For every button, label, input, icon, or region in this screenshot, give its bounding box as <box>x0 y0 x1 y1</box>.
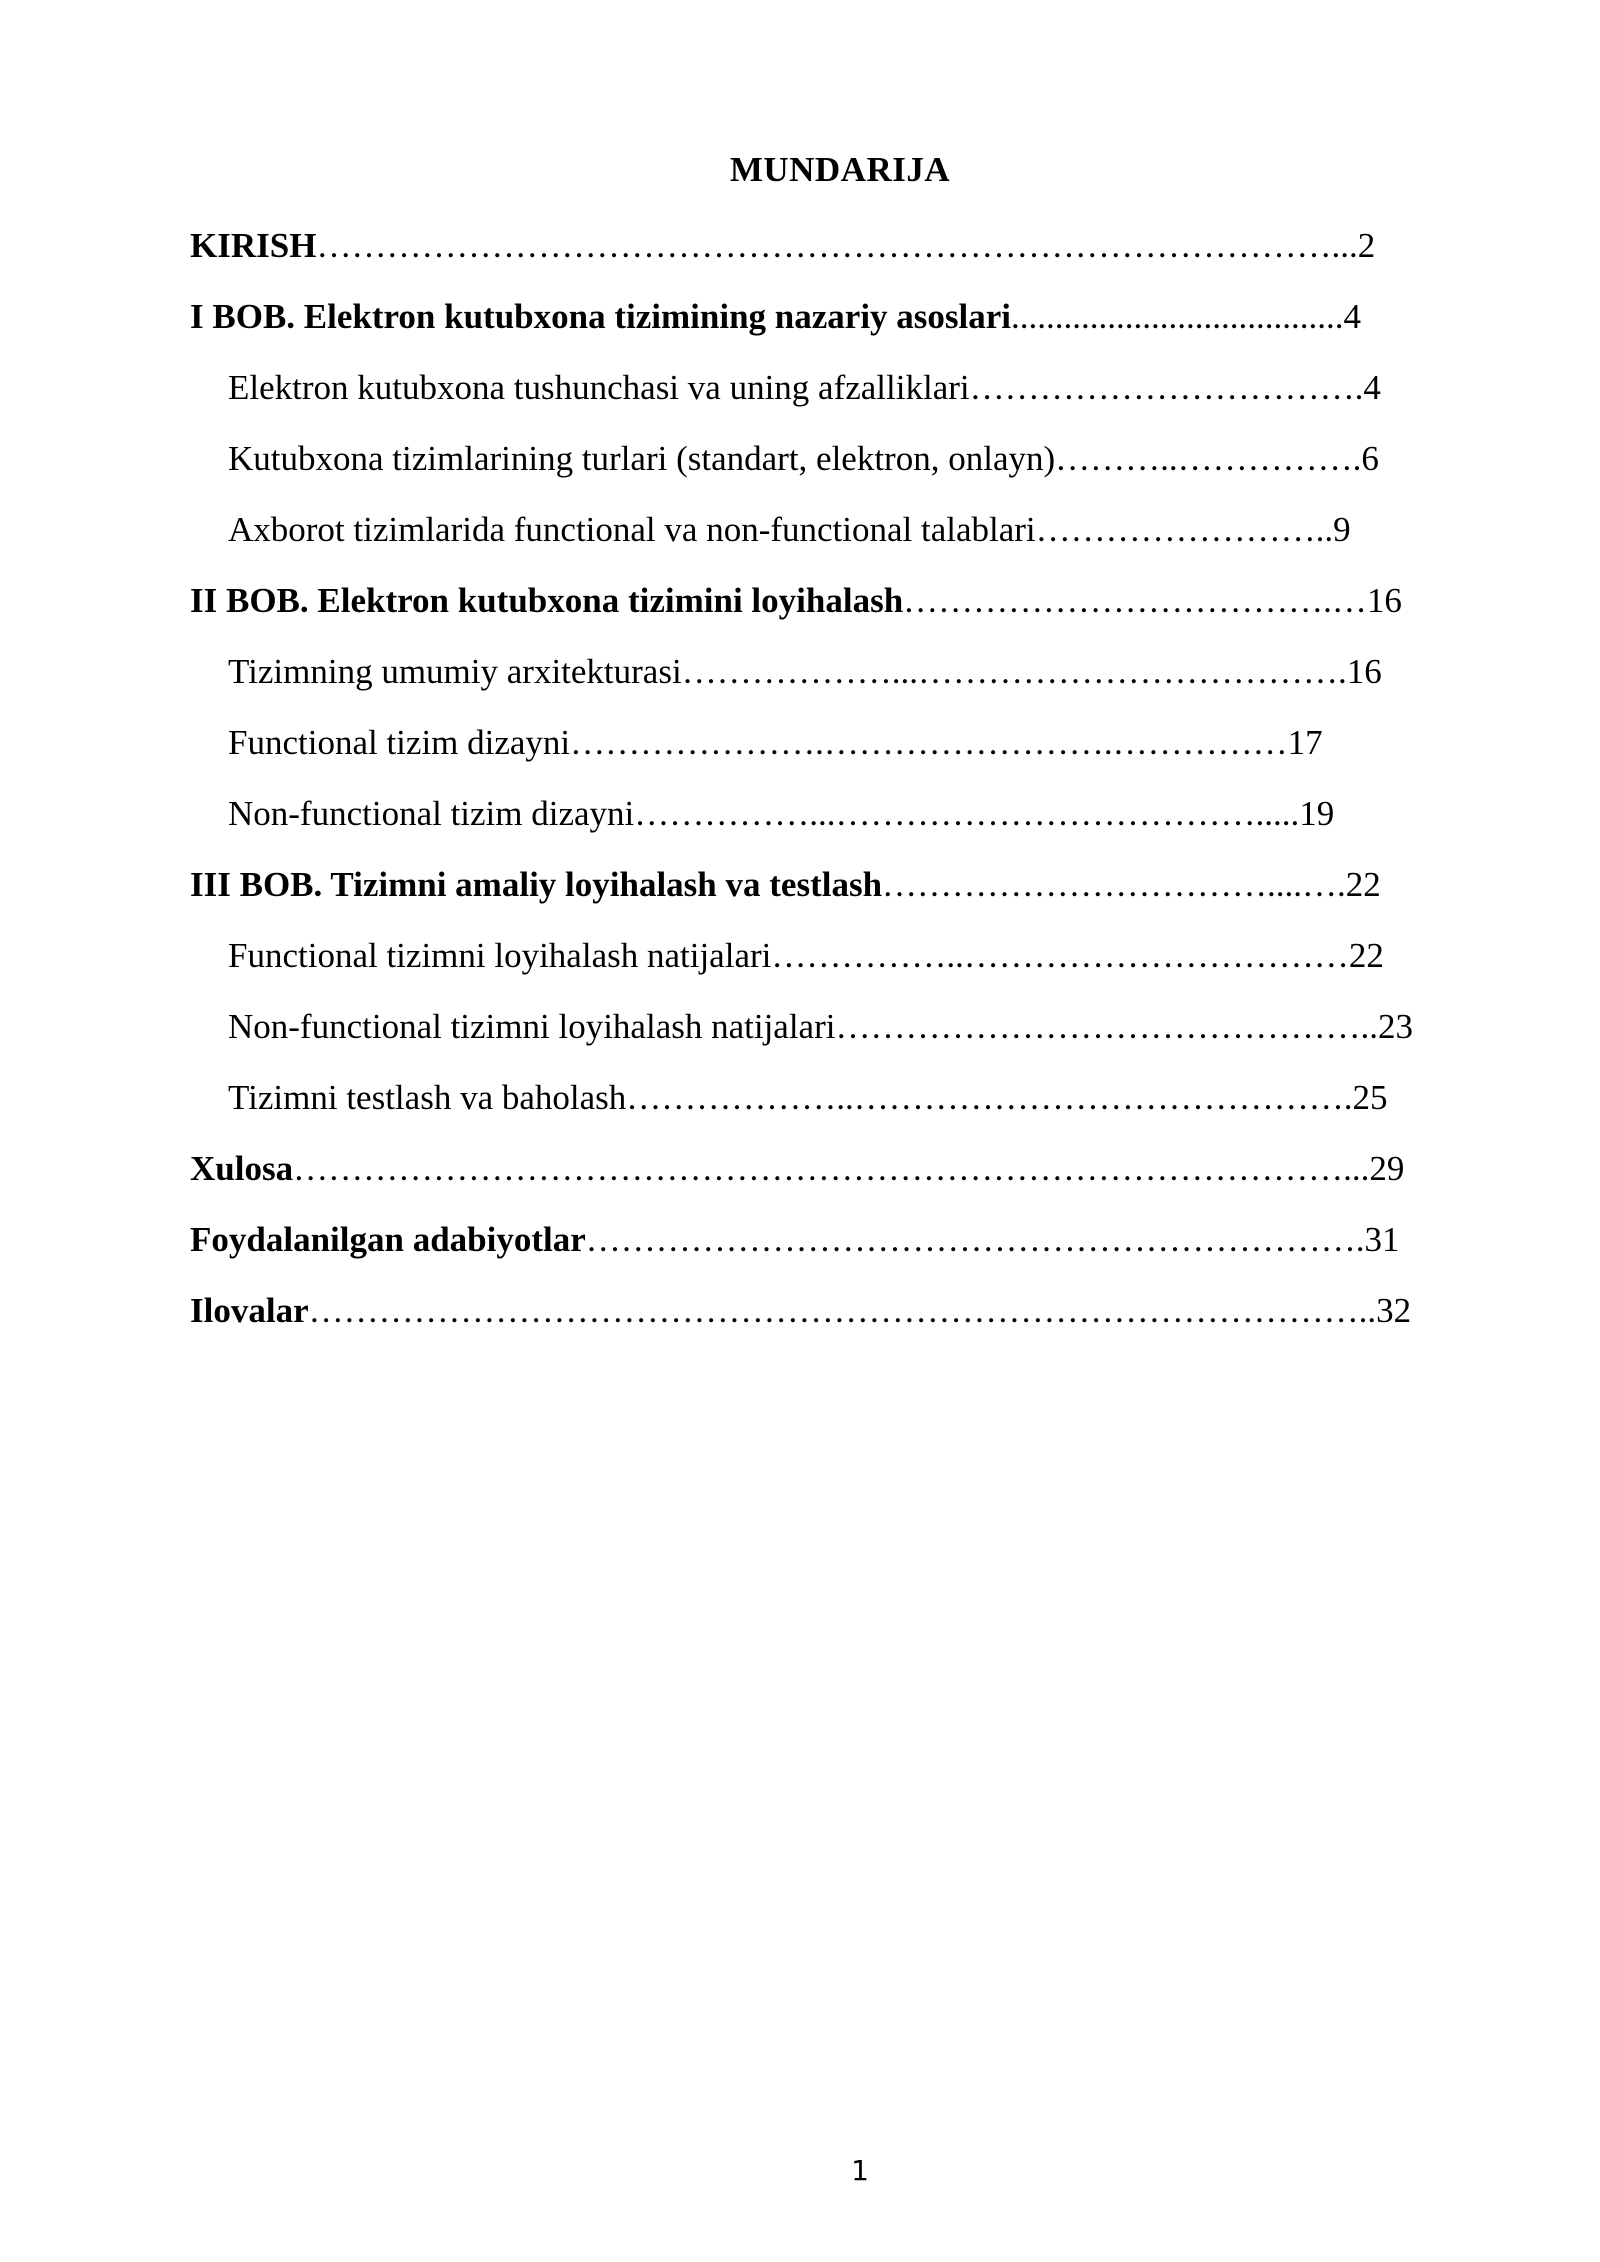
toc-entry-label: Axborot tizimlarida functional va non-functional talablari <box>228 510 1036 549</box>
toc-entry <box>190 222 1490 293</box>
toc-entry-label: Tizimning umumiy arxitekturasi <box>228 652 682 691</box>
toc-entry-label: Functional tizim dizayni <box>228 723 571 762</box>
toc-entry-label: Non-functional tizimni loyihalash natijalari <box>228 1007 836 1046</box>
toc-entry <box>190 1003 1490 1074</box>
toc-entry-label: Non-functional tizim dizayni <box>228 794 635 833</box>
toc-entry-label: Tizimni testlash va baholash <box>228 1078 627 1117</box>
toc-entry-leader-page: ………………………………………………………….31 <box>585 1220 1400 1259</box>
toc-entry-leader-page: ......................................4 <box>1011 297 1362 336</box>
page-number: 1 <box>851 2154 869 2187</box>
toc-entry-leader-page: ………………………………………………………………………………...29 <box>293 1149 1405 1188</box>
toc-entry <box>190 1074 1490 1145</box>
toc-entry-leader-page: ………………..…………………………………….25 <box>626 1078 1388 1117</box>
toc-entry <box>190 790 1490 861</box>
toc-entry <box>190 861 1490 932</box>
toc-entry-label: I BOB. Elektron kutubxona tizimining nazariy asoslari <box>190 297 1012 336</box>
toc-entry-leader-page: ………………………………………..23 <box>835 1007 1413 1046</box>
toc-entry <box>190 648 1490 719</box>
toc-entry <box>190 1145 1490 1216</box>
toc-entry-label: II BOB. Elektron kutubxona tizimini loyihalash <box>190 581 904 620</box>
toc-entry-label: KIRISH <box>190 226 317 265</box>
toc-entry-leader-page: ……………………………….…16 <box>903 581 1402 620</box>
toc-entry-label: Kutubxona tizimlarining turlari (standart, elektron, onlayn) <box>228 439 1056 478</box>
toc-entry <box>190 1287 1490 1358</box>
toc-entry <box>190 435 1490 506</box>
toc-title: MUNDARIJA <box>729 150 951 189</box>
toc-entry <box>190 719 1490 790</box>
toc-entry-leader-page: ………..…………….6 <box>1055 439 1379 478</box>
toc-entry-leader-page: ………………………………………………………………………………..32 <box>308 1291 1412 1330</box>
toc-entry-leader-page: ……………...……………………………….....19 <box>634 794 1335 833</box>
toc-entry-leader-page: ……………..……………………………22 <box>771 936 1384 975</box>
toc-entry <box>190 293 1490 364</box>
toc-entry-leader-page: ………………….…………………….……………17 <box>570 723 1323 762</box>
toc-entry <box>190 506 1490 577</box>
toc-entry-leader-page: ……………………..9 <box>1035 510 1351 549</box>
toc-entry-leader-page: …………………………….4 <box>969 368 1381 407</box>
toc-entry-label: Functional tizimni loyihalash natijalari <box>228 936 772 975</box>
toc-entry-label: Elektron kutubxona tushunchasi va uning afzalliklari <box>228 368 970 407</box>
toc-entry-leader-page: ………………...……………………………….16 <box>681 652 1382 691</box>
toc-entry <box>190 1216 1490 1287</box>
toc-entry-label: Ilovalar <box>190 1291 309 1330</box>
toc-entry-leader-page: ……………………………....….22 <box>882 865 1381 904</box>
table-of-contents <box>190 222 1490 1358</box>
toc-entry-label: Foydalanilgan adabiyotlar <box>190 1220 586 1259</box>
toc-entry <box>190 932 1490 1003</box>
toc-entry <box>190 364 1490 435</box>
toc-entry-leader-page: ……………………………………………………………………………...2 <box>316 226 1376 265</box>
toc-entry-label: Xulosa <box>190 1149 294 1188</box>
toc-entry-label: III BOB. Tizimni amaliy loyihalash va testlash <box>190 865 883 904</box>
toc-entry <box>190 577 1490 648</box>
